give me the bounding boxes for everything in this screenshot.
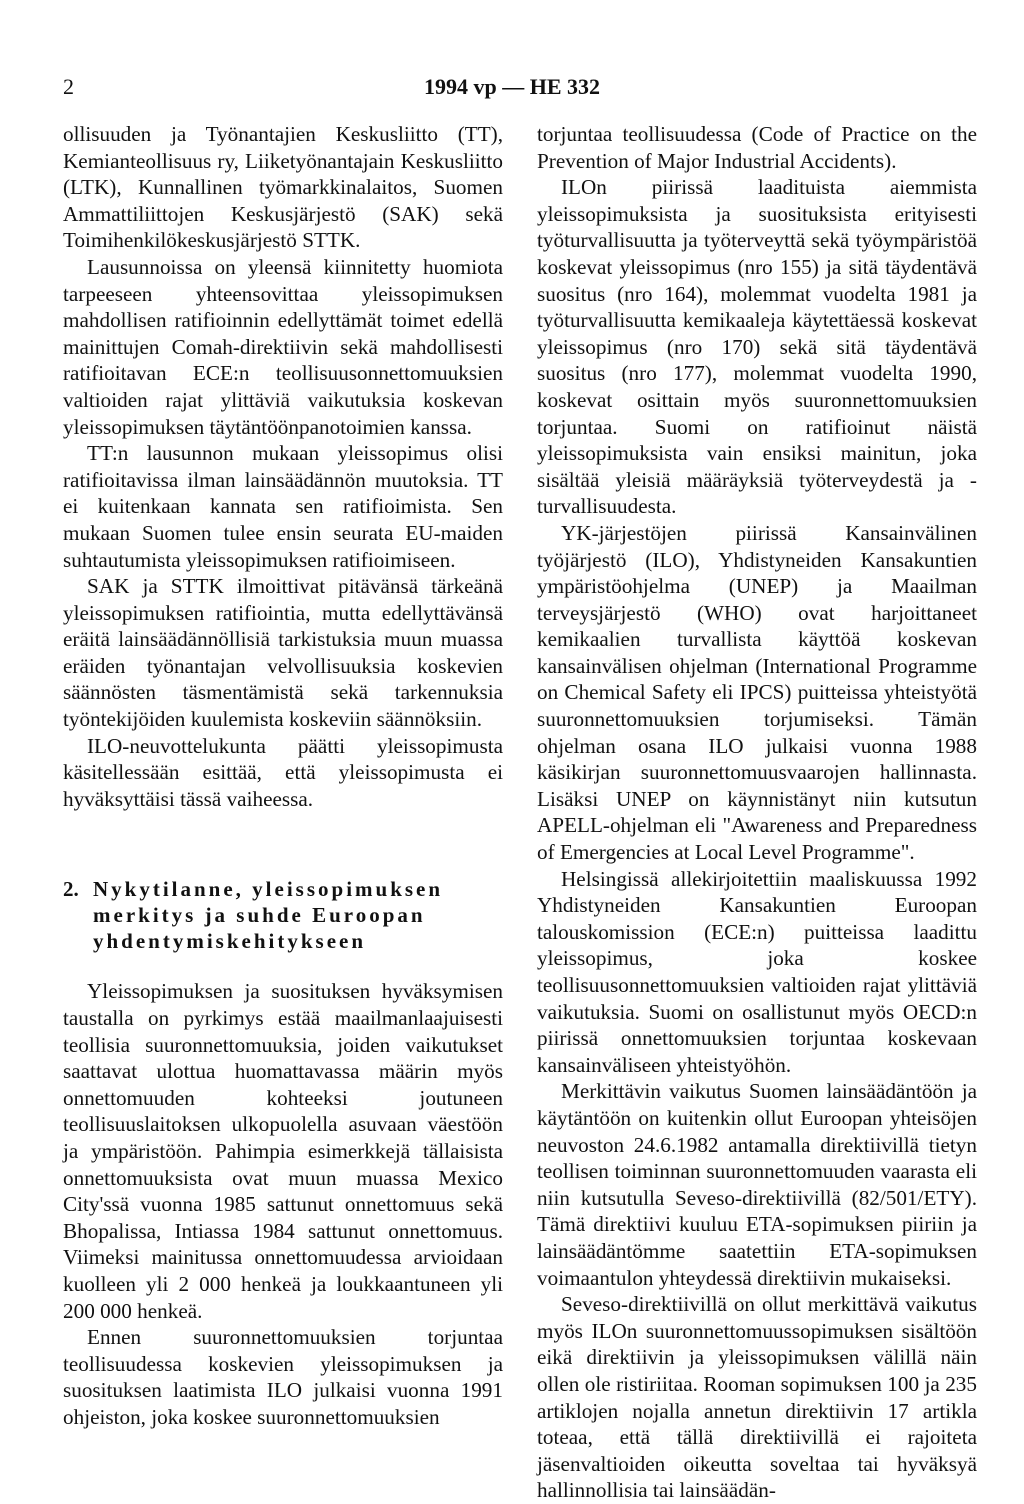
- section-title: Nykytilanne, yleissopimuksen merkitys ja suhde Euroopan yhdentymiskehitykseen: [93, 877, 444, 954]
- page-number: 2: [63, 74, 74, 99]
- paragraph: TT:n lausunnon mukaan yleissopimus olisi ratifioitavissa ilman lainsäädännön muutoksia. TT ei kuitenkaan kannata sen ratifioimista. Sen mukaan Suomen tulee ensin seurata EU-maiden suhtautumista yleissopimuksen ratifioimiseen.: [63, 441, 503, 572]
- paragraph: Lausunnoissa on yleensä kiinnitetty huomiota tarpeeseen yhteensovittaa yleissopimuksen mahdollisen ratifioinnin edellyttämät toimet edellä mainittujen Comah-direktiivin sekä mahdollisesti ratifioitavan ECE:n teollisuusonnettomuuksien valtioiden rajat ylittäviä vaikutuksia koskevan yleissopimuksen täytäntöönpanotoimien kanssa.: [63, 254, 503, 439]
- paragraph: ILO-neuvottelukunta päätti yleissopimusta käsitellessään esittää, että yleissopimusta ei hyväksyttäisi tässä vaiheessa.: [63, 733, 503, 811]
- paragraph: Helsingissä allekirjoitettiin maaliskuussa 1992 Yhdistyneiden Kansakuntien Euroopan talouskomission (ECE:n) puitteissa laadittu yleissopimus, joka koskee teollisuusonnettomuuksien valtioiden rajat ylittäviä vaikutuksia. Suomi on osallistunut myös OECD:n piirissä onnettomuuksien torjuntaa koskevaan kansainväliseen yhteistyöhön.: [537, 866, 977, 1077]
- paragraph: Ennen suuronnettomuuksien torjuntaa teollisuudessa koskevien yleissopimuksen ja suosituksen laatimista ILO julkaisi vuonna 1991 ohjeiston, joka koskee suuronnettomuuksien: [63, 1325, 503, 1429]
- paragraph: SAK ja STTK ilmoittivat pitävänsä tärkeänä yleissopimuksen ratifiointia, mutta edellyttävänsä eräitä lainsäädännöllisiä tarkistuksia muun muassa eräiden työnantajan velvollisuuksia koskevien säännösten täsmentämistä sekä tarkennuksia työntekijöiden kuulemista koskeviin säännöksiin.: [63, 574, 503, 732]
- section-number: 2.: [63, 877, 79, 902]
- paragraph: ILOn piirissä laadituista aiemmista yleissopimuksista ja suosituksista erityisesti työturvallisuutta ja työterveyttä sekä työympäristöä koskevat yleissopimus (nro 155) ja sitä täydentävä suositus (nro 164), molemmat vuodelta 1981 ja työturvallisuutta kemikaaleja käytettäessä koskevat yleissopimus (nro 170) sekä sitä täydentävä suositus (nro 177), molemmat vuodelta 1990, koskevat osittain myös suuronnettomuuksien torjuntaa. Suomi on ratifioinut näistä yleissopimuksista vain ensiksi mainitun, joka sisältää yleisiä määräyksiä työterveydestä ja -turvallisuudesta.: [537, 175, 977, 519]
- paragraph: torjuntaa teollisuudessa (Code of Practice on the Prevention of Major Industrial Accidents).: [537, 122, 977, 173]
- paragraph: ollisuuden ja Työnantajien Keskusliitto (TT), Kemianteollisuus ry, Liiketyönantajain Keskusliitto (LTK), Kunnallinen työmarkkinalaitos, Suomen Ammattiliittojen Keskusjärjestö (SAK) sekä Toimihenkilökeskusjärjestö STTK.: [63, 122, 503, 253]
- left-column: [63, 121, 503, 1431]
- paragraph: Seveso-direktiivillä on ollut merkittävä vaikutus myös ILOn suuronnettomuussopimuksen sisältöön eikä direktiivin ja yleissopimuksen välillä näin ollen ole ristiriitaa. Rooman sopimuksen 100 ja 235 artiklojen nojalla annetun direktiivin 17 artikla toteaa, että tällä direktiivillä ei rajoiteta jäsenvaltioiden oikeutta soveltaa tai hyväksyä hallinnollisia tai lainsäädän-: [537, 1292, 977, 1503]
- running-head: 1994 vp — HE 332: [423, 74, 601, 99]
- right-column: [537, 121, 977, 1504]
- paragraph: YK-järjestöjen piirissä Kansainvälinen työjärjestö (ILO), Yhdistyneiden Kansakuntien ympäristöohjelma (UNEP) ja Maailman terveysjärjestö (WHO) ovat harjoittaneet kemikaalien turvallista käyttöä koskevan kansainvälisen ohjelman (International Programme on Chemical Safety eli IPCS) puitteissa yhteistyötä suuronnettomuuksien torjumiseksi. Tämän ohjelman osana ILO julkaisi vuonna 1988 käsikirjan suuronnettomuusvaarojen hallinnasta. Lisäksi UNEP on käynnistänyt niin kutsutun APELL-ohjelman eli "Awareness and Preparedness of Emergencies at Local Level Programme".: [537, 520, 977, 865]
- page-header: [0, 74, 1024, 104]
- section-heading: [63, 876, 503, 954]
- paragraph: Yleissopimuksen ja suosituksen hyväksymisen taustalla on pyrkimys estää maailmanlaajuisesti teollisia suuronnettomuuksia, joiden vaikutukset saattavat ulottua huomattavassa määrin myös onnettomuuden kohteeksi joutuneen teollisuuslaitoksen ulkopuolella asuvaan väestöön ja ympäristöön. Pahimpia esimerkkejä tällaisista onnettomuuksista ovat muun muassa Mexico City'ssä vuonna 1985 sattunut onnettomuus sekä Bhopalissa, Intiassa 1984 sattunut onnettomuus. Viimeksi mainitussa onnettomuudessa arvioidaan kuolleen yli 2 000 henkeä ja loukkaantuneen yli 200 000 henkeä.: [63, 979, 503, 1323]
- paragraph: Merkittävin vaikutus Suomen lainsäädäntöön ja käytäntöön on kuitenkin ollut Euroopan yhteisöjen neuvoston 24.6.1982 antamalla direktiivillä tietyn teollisen toiminnan suuronnettomuuden vaarasta eli niin kutsutulla Seveso-direktiivillä (82/501/ETY). Tämä direktiivi kuuluu ETA-sopimuksen piiriin ja lainsäädäntömme saatettiin ETA-sopimuksen voimaantulon yhteydessä direktiivin mukaiseksi.: [537, 1079, 977, 1290]
